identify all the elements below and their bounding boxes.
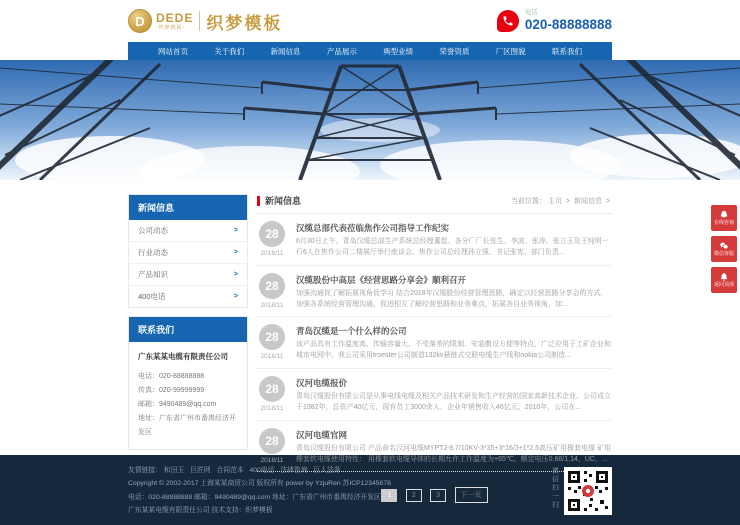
sidebar-item-industry-news[interactable] bbox=[129, 241, 247, 263]
news-date-day: 28 bbox=[259, 273, 285, 299]
section-title: 新闻信息 bbox=[265, 196, 302, 206]
news-date bbox=[257, 428, 287, 466]
friend-links-row bbox=[128, 464, 391, 477]
nav-item-home[interactable]: 网站首页 bbox=[158, 46, 188, 56]
news-date bbox=[257, 273, 287, 311]
sidebar-news-box bbox=[128, 194, 248, 308]
copyright-line: Copyright © 2002-2017 上海某某商贸公司 版权所有 power by YzjuRen 苏ICP12345678 bbox=[128, 480, 391, 488]
contact-fax: 传真：020-99999999 bbox=[138, 387, 205, 394]
breadcrumb-separator: > bbox=[605, 197, 610, 205]
nav-item-about[interactable]: 关于我们 bbox=[214, 46, 245, 56]
page-2-button[interactable]: 2 bbox=[406, 489, 422, 502]
news-date bbox=[257, 221, 287, 259]
wechat-service-label: 微信客服 bbox=[713, 251, 734, 257]
red-accent-bar bbox=[257, 196, 260, 206]
phone-text-block bbox=[525, 9, 612, 32]
news-item[interactable] bbox=[257, 369, 612, 421]
news-date-ym: 2018/11 bbox=[260, 250, 284, 257]
news-text bbox=[296, 221, 612, 259]
wechat-icon bbox=[719, 241, 729, 251]
logo-title: 织梦模板 bbox=[206, 13, 283, 33]
logo-brand-block bbox=[156, 12, 193, 31]
nav-item-factory[interactable]: 厂区图貌 bbox=[495, 46, 526, 56]
news-item[interactable] bbox=[257, 266, 612, 318]
nav-item-products[interactable]: 产品展示 bbox=[326, 46, 357, 56]
news-date-ym: 2018/11 bbox=[260, 353, 284, 361]
news-summary: 该产品具有工作温度高、传输容量大、不受落差的限制、安装敷设方便等特点，广泛应用于工矿企业和城市电网中。我公司采用troester公司制造132kv悬链式交联电缆生产线和nokia公司制造... bbox=[296, 341, 611, 360]
news-date-day: 28 bbox=[259, 428, 285, 454]
section-header bbox=[257, 194, 612, 214]
news-list bbox=[257, 214, 612, 472]
logo-divider bbox=[199, 11, 200, 31]
sidebar-contact-title: 联系我们 bbox=[129, 317, 247, 342]
sidebar-news-title: 新闻信息 bbox=[129, 195, 247, 220]
back-to-top-button[interactable] bbox=[711, 267, 737, 293]
friend-link[interactable]: 和田玉 bbox=[163, 467, 185, 474]
header-phone bbox=[497, 9, 612, 32]
logo-letter: D bbox=[135, 13, 145, 29]
news-summary: 青岛汉缆股份有限公司 产品命名汉河电缆MYPTJ-8.7/10KV-3*35+3*16/3+1*2.5高压矿用橡套电缆 矿用橡套软电缆使用特性： 用橡套软电缆导体的长期允许工作温度为+65℃。额定电压0.66/1.14，UC，... bbox=[296, 444, 612, 463]
chevron-right-icon: > bbox=[233, 271, 238, 278]
news-date-ym: 2018/11 bbox=[260, 456, 284, 464]
logo-brand: DEDE bbox=[156, 10, 194, 25]
friend-link[interactable]: 合同范本 bbox=[216, 467, 244, 474]
qq-consult-label: 在线咨询 bbox=[713, 220, 734, 226]
news-title-link[interactable]: 汉河电缆报价 bbox=[296, 378, 348, 389]
bell-icon bbox=[719, 272, 729, 282]
contact-phone: 电话：020-88888888 bbox=[138, 373, 205, 380]
sidebar bbox=[128, 194, 248, 455]
page-3-button[interactable]: 3 bbox=[430, 489, 446, 502]
chevron-right-icon: > bbox=[233, 249, 238, 256]
contact-company: 广东某某电缆有限责任公司 bbox=[138, 352, 228, 361]
news-date bbox=[257, 376, 287, 414]
nav-item-news[interactable]: 新闻信息 bbox=[270, 46, 301, 56]
footer bbox=[0, 455, 740, 525]
news-item[interactable] bbox=[257, 317, 612, 369]
friend-link[interactable]: 法律咨询 bbox=[280, 467, 308, 474]
page-1-button[interactable]: 1 bbox=[381, 489, 397, 502]
qq-consult-button[interactable] bbox=[711, 205, 737, 231]
news-title-link[interactable]: 汉河电缆官网 bbox=[296, 429, 348, 440]
phone-icon bbox=[497, 10, 519, 32]
news-title-link[interactable]: 青岛汉缆是一个什么样的公司 bbox=[296, 326, 407, 337]
news-text bbox=[296, 273, 612, 311]
news-summary: 青岛汉缆股份有限公司是从事电线电缆及相关产品技术研发和生产经营的国家高新技术企业。公司成立于1982年，总资产40亿元，现有员工3000余人，企业年销售收入46亿元。2010年，公司在... bbox=[296, 393, 611, 411]
news-text bbox=[296, 376, 612, 414]
footer-qr-block bbox=[550, 464, 612, 517]
qr-code bbox=[564, 467, 612, 515]
news-text bbox=[296, 428, 612, 466]
sidebar-contact-box bbox=[128, 316, 248, 450]
nav-item-contact[interactable]: 联系我们 bbox=[551, 46, 582, 56]
nav-item-performance[interactable]: 典型业绩 bbox=[383, 46, 414, 56]
sidebar-item-product-knowledge[interactable] bbox=[129, 263, 247, 285]
news-summary: 加强沟通促了解拓展视角促学习 结合2018年汉缆股份经营管理思路，确定以经营思路分享会的方式，加强各系统经营管理沟通，促进相互了解经营思路和业务难点，拓展各自业务视角，加... bbox=[296, 289, 608, 308]
contact-address: 地址：广东省广州市番禺经济开发区 bbox=[138, 415, 236, 436]
friend-links-label: 友情链接： bbox=[128, 467, 162, 474]
breadcrumb-section-link[interactable]: 新闻信息 bbox=[573, 197, 602, 205]
footer-company-line: 广东某某电缆有限责任公司 技术支持：织梦模板 bbox=[128, 506, 273, 514]
next-page-button[interactable]: 下一页 bbox=[455, 487, 488, 503]
wechat-scan-label: 微信扫一扫 bbox=[551, 467, 558, 510]
footer-text-block bbox=[128, 464, 391, 517]
phone-label: 电话 bbox=[524, 9, 538, 17]
sidebar-item-label: 产品知识 bbox=[138, 270, 168, 279]
wechat-service-button[interactable] bbox=[711, 236, 737, 262]
breadcrumb-home-link[interactable]: 主页 bbox=[547, 197, 562, 205]
friend-link[interactable]: 巨匠网 bbox=[190, 467, 211, 474]
floating-toolbar bbox=[711, 205, 737, 293]
breadcrumb bbox=[511, 196, 612, 206]
chevron-right-icon: > bbox=[233, 293, 238, 300]
sidebar-item-company-news[interactable] bbox=[129, 220, 247, 241]
news-item[interactable] bbox=[257, 214, 612, 266]
breadcrumb-label: 当前位置： bbox=[511, 197, 546, 205]
chevron-right-icon: > bbox=[233, 227, 238, 234]
main-nav bbox=[128, 42, 612, 60]
sidebar-item-label: 400电话 bbox=[138, 292, 166, 301]
sidebar-item-400-phone[interactable] bbox=[129, 285, 247, 307]
sidebar-item-label: 行业动态 bbox=[138, 248, 168, 257]
site-logo[interactable] bbox=[128, 9, 282, 34]
section-title-block bbox=[257, 194, 301, 207]
friend-link[interactable]: 400电话 bbox=[249, 467, 275, 474]
qq-icon bbox=[719, 210, 729, 220]
nav-item-honor[interactable]: 荣誉资质 bbox=[439, 46, 470, 56]
news-date-day: 28 bbox=[259, 376, 285, 402]
sidebar-item-label: 公司动态 bbox=[138, 226, 168, 235]
news-date bbox=[257, 324, 287, 362]
contact-email: 邮箱：9490489@qq.com bbox=[138, 401, 217, 408]
news-summary: 6月30日上午，青岛汉缆总部生产系统总经理董煜、各分厂厂长张生、李波、张涛、张立玉及王纯明一行6人在焦作公司二楼展厅举行座谈会。焦作公司总经理孙立强、书记张宪、部门负责... bbox=[296, 238, 609, 256]
news-date-day: 28 bbox=[259, 221, 285, 247]
contact-body bbox=[129, 342, 247, 449]
news-text bbox=[296, 324, 612, 362]
top-header bbox=[0, 0, 740, 42]
phone-number: 020-88888888 bbox=[524, 16, 612, 32]
back-to-top-label: 返回顶部 bbox=[713, 282, 734, 288]
friend-link[interactable]: 巨人法务 bbox=[313, 467, 341, 474]
hero-image bbox=[0, 60, 740, 180]
news-date-ym: 2018/11 bbox=[260, 301, 284, 309]
news-date-ym: 2018/11 bbox=[260, 405, 284, 413]
breadcrumb-separator: > bbox=[565, 197, 570, 205]
footer-contact-line: 电话：020-88888888 邮箱：9490489@qq.com 地址：广东省广州市番禺经济开发区 bbox=[128, 493, 381, 501]
news-title-link[interactable]: 汉缆总部代表莅临焦作公司指导工作纪实 bbox=[296, 223, 450, 233]
news-title-link[interactable]: 汉缆股份中高层《经营思路分享会》顺利召开 bbox=[296, 274, 467, 285]
logo-brand-sub: -织梦模板- bbox=[156, 24, 186, 31]
logo-coin-icon bbox=[128, 9, 152, 33]
news-date-day: 28 bbox=[259, 324, 285, 350]
